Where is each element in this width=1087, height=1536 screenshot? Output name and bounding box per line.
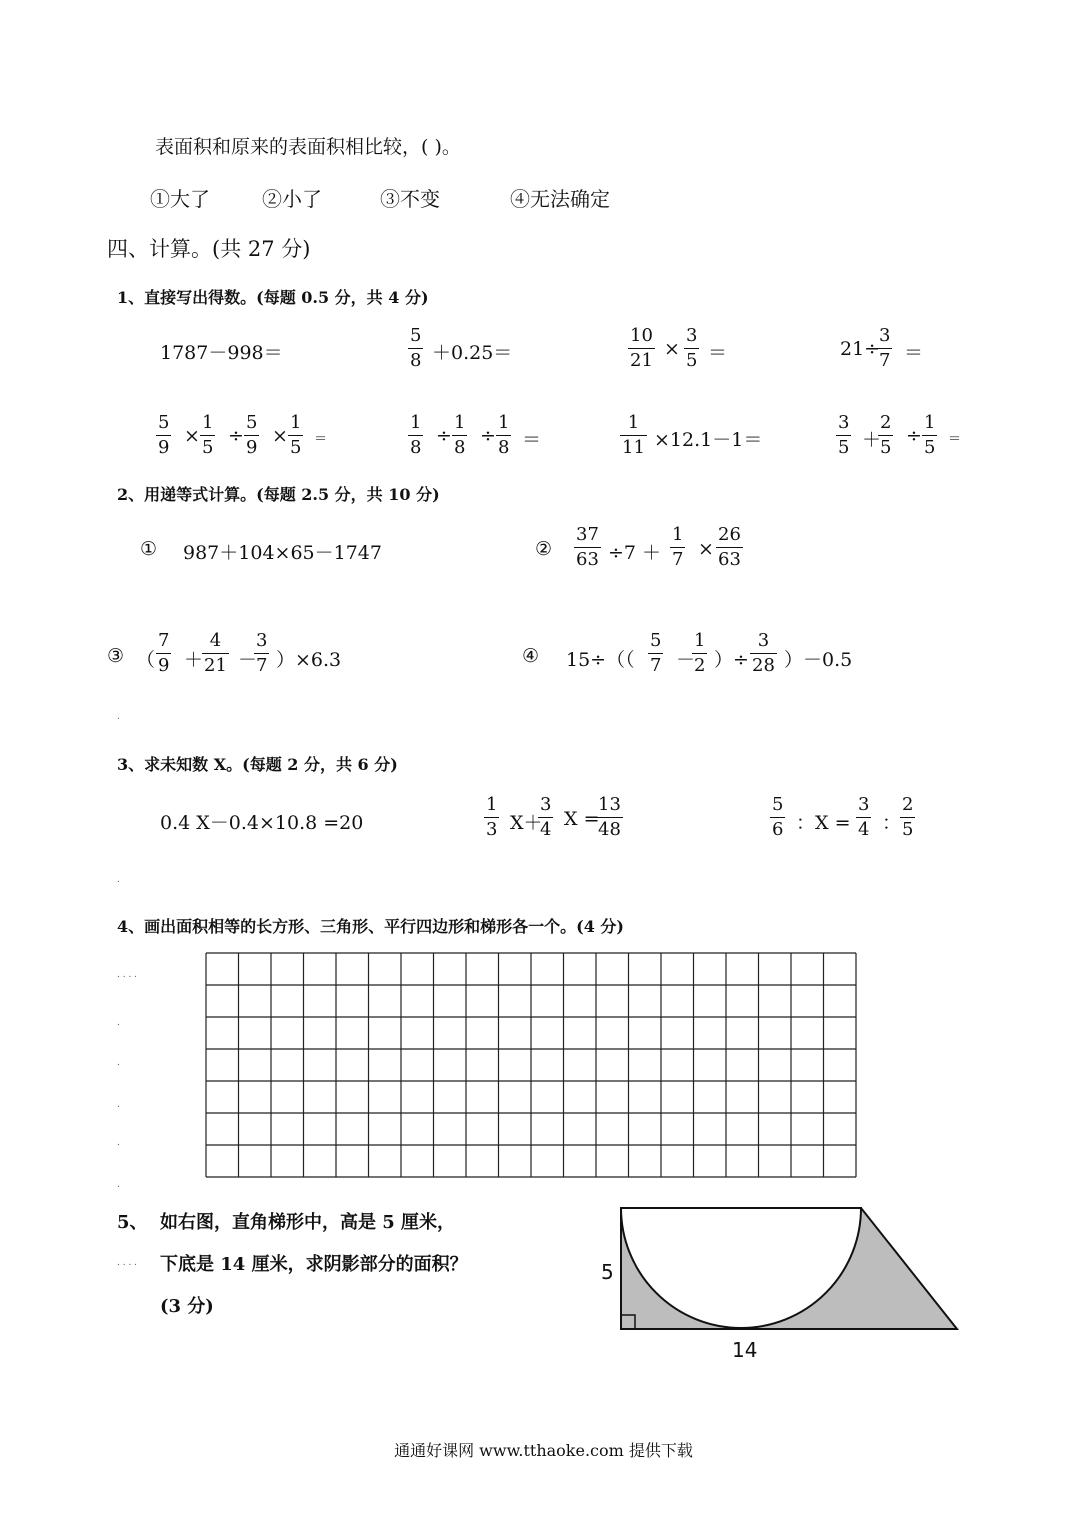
q3-eq3-mid2: ： bbox=[882, 812, 902, 834]
q2-e1-expression: 987＋104×65－1747 bbox=[183, 542, 382, 564]
fraction: 3 5 bbox=[838, 412, 850, 458]
option-3: ③不变 bbox=[380, 187, 440, 211]
q3-eq2-mid2: X = bbox=[564, 808, 600, 830]
q2-e4-mid: ）÷ bbox=[714, 649, 749, 671]
equals: ＝ bbox=[708, 342, 728, 364]
equals: ＝ bbox=[314, 432, 328, 447]
dot-mark: . bbox=[117, 875, 120, 885]
operator: × bbox=[184, 425, 200, 447]
operator: ÷ bbox=[228, 425, 244, 447]
operator: × bbox=[272, 425, 288, 447]
base-label: 14 bbox=[732, 1338, 758, 1362]
option-2: ②小了 bbox=[262, 187, 322, 211]
q5-line2: 下底是 14 厘米，求阴影部分的面积？ bbox=[160, 1254, 468, 1275]
comparison-line: 表面积和原来的表面积相比较，( )。 bbox=[155, 136, 461, 158]
fraction: 1 8 bbox=[410, 412, 422, 458]
option-4: ④无法确定 bbox=[510, 187, 610, 211]
q2-e3-number: ③ bbox=[107, 645, 125, 667]
operator: × bbox=[664, 338, 680, 360]
operator: － bbox=[238, 649, 258, 671]
q2-e1-number: ① bbox=[140, 538, 158, 560]
q2-e4-close: ）－0.5 bbox=[784, 649, 853, 671]
operator: ÷ bbox=[480, 425, 496, 447]
dot-mark: . . . . bbox=[117, 970, 138, 980]
q2-title: 2、用递等式计算。(每题 2.5 分，共 10 分) bbox=[117, 485, 440, 504]
height-label: 5 bbox=[601, 1260, 614, 1284]
fraction: 1 2 bbox=[694, 630, 706, 676]
q4-title: 4、画出面积相等的长方形、三角形、平行四边形和梯形各一个。(4 分) bbox=[117, 917, 624, 936]
fraction: 5 6 bbox=[772, 794, 784, 840]
fraction: 10 21 bbox=[630, 325, 653, 371]
operator: × bbox=[698, 538, 714, 560]
q1-title: 1、直接写出得数。(每题 0.5 分，共 4 分) bbox=[117, 288, 429, 307]
fraction: 26 63 bbox=[718, 524, 741, 570]
fraction: 1 11 bbox=[622, 412, 645, 458]
q1-p1: 1787－998＝ bbox=[160, 342, 283, 364]
operator: ÷ bbox=[906, 425, 922, 447]
dot-mark: . bbox=[117, 712, 120, 722]
fraction: 7 9 bbox=[158, 630, 170, 676]
fraction: 4 21 bbox=[204, 630, 227, 676]
q5-line1: 如右图，直角梯形中，高是 5 厘米， bbox=[160, 1212, 456, 1233]
operator: ＋ bbox=[184, 649, 204, 671]
fraction: 1 5 bbox=[202, 412, 214, 458]
q1-p4-pre: 21÷ bbox=[840, 338, 881, 360]
dot-mark: . bbox=[117, 1180, 120, 1190]
option-1: ①大了 bbox=[150, 187, 210, 211]
trapezoid-figure bbox=[595, 1195, 975, 1365]
fraction: 5 8 bbox=[410, 325, 422, 371]
q2-e4-pre: 15÷（（ bbox=[566, 649, 635, 671]
q5-number: 5、 bbox=[117, 1212, 148, 1233]
fraction: 3 5 bbox=[686, 325, 698, 371]
dot-mark: . bbox=[117, 1100, 120, 1110]
operator: － bbox=[676, 649, 696, 671]
fraction: 2 5 bbox=[880, 412, 892, 458]
operator: ÷ bbox=[436, 425, 452, 447]
fraction: 3 7 bbox=[879, 325, 891, 371]
operator: ＋ bbox=[862, 429, 882, 451]
fraction: 3 4 bbox=[540, 794, 552, 840]
equals: ＝ bbox=[904, 342, 924, 364]
q3-title: 3、求未知数 X。(每题 2 分，共 6 分) bbox=[117, 755, 398, 774]
q3-eq1: 0.4 X－0.4×10.8 =20 bbox=[160, 812, 364, 834]
dot-mark: . bbox=[117, 1058, 120, 1068]
q5-line3: (3 分) bbox=[160, 1296, 214, 1317]
fraction: 3 4 bbox=[858, 794, 870, 840]
fraction: 5 9 bbox=[158, 412, 170, 458]
fraction: 3 7 bbox=[256, 630, 268, 676]
drawing-grid[interactable] bbox=[205, 952, 857, 1178]
dot-mark: . . . . bbox=[117, 1258, 138, 1268]
fraction: 1 8 bbox=[454, 412, 466, 458]
q2-e4-number: ④ bbox=[522, 645, 540, 667]
q1-p2-rest: ＋0.25＝ bbox=[432, 342, 513, 364]
paren: （ bbox=[136, 649, 156, 671]
fraction: 1 3 bbox=[486, 794, 498, 840]
fraction: 3 28 bbox=[752, 630, 775, 676]
q1-p7-rest: ×12.1－1＝ bbox=[654, 429, 763, 451]
q2-e2-number: ② bbox=[535, 538, 553, 560]
section-title: 四、计算。(共 27 分) bbox=[107, 237, 311, 261]
fraction: 1 7 bbox=[672, 524, 684, 570]
dot-mark: . bbox=[117, 1018, 120, 1028]
fraction: 5 7 bbox=[650, 630, 662, 676]
q2-e3-close: ）×6.3 bbox=[276, 649, 342, 671]
fraction: 1 5 bbox=[290, 412, 302, 458]
fraction: 13 48 bbox=[598, 794, 621, 840]
fraction: 1 5 bbox=[924, 412, 936, 458]
dot-mark: . bbox=[117, 1138, 120, 1148]
fraction: 2 5 bbox=[902, 794, 914, 840]
fraction: 1 8 bbox=[498, 412, 510, 458]
q3-eq2-mid1: X＋ bbox=[510, 812, 543, 834]
equals: ＝ bbox=[522, 429, 542, 451]
equals: ＝ bbox=[948, 432, 962, 447]
q3-eq3-mid1: ：X = bbox=[796, 812, 851, 834]
fraction: 5 9 bbox=[246, 412, 258, 458]
fraction: 37 63 bbox=[576, 524, 599, 570]
q2-e2-mid: ÷7 ＋ bbox=[608, 542, 662, 564]
footer: 通通好课网 www.tthaoke.com 提供下载 bbox=[394, 1441, 693, 1460]
